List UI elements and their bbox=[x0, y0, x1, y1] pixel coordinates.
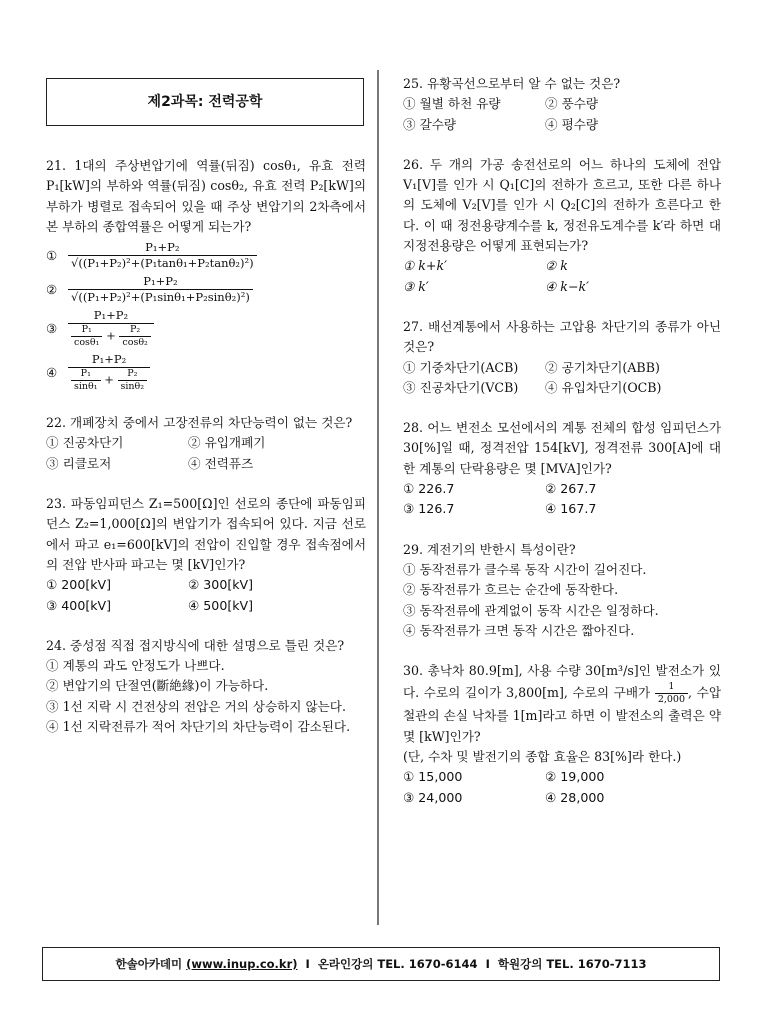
question-26-option-2[interactable]: ② k bbox=[545, 258, 568, 274]
question-27-option-4[interactable]: ④ 유입차단기(OCB) bbox=[545, 379, 662, 395]
question-28-option-2[interactable]: ② 267.7 bbox=[545, 481, 597, 497]
question-29-option-2[interactable]: ② 동작전류가 흐르는 순간에 동작한다. bbox=[403, 582, 619, 598]
sub-denominator: sinθ₁ bbox=[71, 380, 101, 393]
question-27 bbox=[403, 317, 721, 398]
question-22-stem: 22. 개폐장치 중에서 고장전류의 차단능력이 없는 것은? bbox=[46, 415, 353, 431]
fraction-denominator: √((P₁+P₂)²+(P₁tanθ₁+P₂tanθ₂)²) bbox=[68, 255, 257, 271]
question-26-option-4[interactable]: ④ k−k′ bbox=[545, 278, 589, 294]
question-21-option-1[interactable] bbox=[46, 240, 366, 271]
column-divider bbox=[377, 70, 379, 925]
footer-separator: I bbox=[485, 957, 490, 971]
question-25-option-2[interactable]: ② 풍수량 bbox=[545, 96, 599, 112]
fraction-denominator: √((P₁+P₂)²+(P₁sinθ₁+P₂sinθ₂)²) bbox=[68, 289, 253, 305]
footer-academy: 한솔아카데미 bbox=[115, 957, 183, 971]
question-28-stem: 28. 어느 변전소 모선에서의 계통 전체의 합성 임피던스가 30[%]일 때, 정격전압 154[kV], 정격전류 300[A]에 대한 계통의 단락용량은 몇 [MVA]인가? bbox=[403, 420, 721, 476]
question-24-option-4[interactable]: ④ 1선 지락전류가 적어 차단기의 차단능력이 감소된다. bbox=[46, 719, 351, 735]
question-30-stem bbox=[403, 661, 721, 747]
question-30-option-1[interactable]: ① 15,000 bbox=[403, 769, 463, 785]
question-29-option-3[interactable]: ③ 동작전류에 관계없이 동작 시간은 일정하다. bbox=[403, 602, 659, 618]
question-24-option-1[interactable]: ① 계통의 과도 안정도가 나쁘다. bbox=[46, 658, 225, 674]
question-21-option-3[interactable] bbox=[46, 308, 366, 349]
question-30 bbox=[403, 661, 721, 808]
question-25-option-1[interactable]: ① 월별 하천 유량 bbox=[403, 96, 501, 112]
question-24-stem: 24. 중성점 직접 접지방식에 대한 설명으로 틀린 것은? bbox=[46, 637, 345, 653]
footer-separator: I bbox=[305, 957, 310, 971]
question-23-option-1[interactable]: ① 200[kV] bbox=[46, 577, 112, 593]
question-28-option-4[interactable]: ④ 167.7 bbox=[545, 501, 597, 517]
section-title: 제2과목: 전력공학 bbox=[46, 78, 364, 126]
question-24-option-2[interactable]: ② 변압기의 단절연(斷絶緣)이 가능하다. bbox=[46, 678, 269, 694]
question-30-stem-part-b: , 수압 철관의 손실 낙차를 1[m]라고 하면 이 발전소의 출력은 약 몇 [kW]인가? bbox=[403, 685, 721, 744]
question-27-stem: 27. 배선계통에서 사용하는 고압용 차단기의 종류가 아닌 것은? bbox=[403, 318, 721, 355]
question-22-option-4[interactable]: ④ 전력퓨즈 bbox=[188, 455, 254, 471]
sub-denominator: cosθ₁ bbox=[71, 336, 102, 349]
sub-numerator: P₁ bbox=[81, 324, 92, 336]
question-23 bbox=[46, 494, 366, 616]
question-29-option-4[interactable]: ④ 동작전류가 크면 동작 시간은 짧아진다. bbox=[403, 622, 635, 638]
option-mark: ② bbox=[46, 281, 58, 297]
question-29-option-1[interactable]: ① 동작전류가 클수록 동작 시간이 길어진다. bbox=[403, 561, 647, 577]
gradient-numerator: 1 bbox=[668, 681, 675, 693]
sub-numerator: P₂ bbox=[130, 324, 141, 336]
question-29 bbox=[403, 540, 721, 641]
question-25-option-3[interactable]: ③ 갈수량 bbox=[403, 116, 457, 132]
sub-denominator: cosθ₂ bbox=[119, 336, 150, 349]
question-28-option-3[interactable]: ③ 126.7 bbox=[403, 501, 455, 517]
question-23-option-2[interactable]: ② 300[kV] bbox=[188, 577, 254, 593]
question-30-option-4[interactable]: ④ 28,000 bbox=[545, 789, 605, 805]
question-30-note: (단, 수차 및 발전기의 종합 효율은 83[%]라 한다.) bbox=[403, 749, 682, 765]
question-21 bbox=[46, 156, 366, 393]
fraction-numerator: P₁+P₂ bbox=[143, 274, 178, 289]
gradient-fraction bbox=[655, 681, 688, 706]
gradient-denominator: 2,000 bbox=[655, 693, 688, 706]
option-mark: ③ bbox=[46, 320, 58, 336]
question-23-stem: 23. 파동임피던스 Z₁=500[Ω]인 선로의 종단에 파동임피던스 Z₂=1,000[Ω]의 변압기가 접속되어 있다. 지금 선로에서 파고 e₁=600[kV]의 전압이 진입할 경우 접속점에서의 전압 반사파 파고는 몇 [kV]인가? bbox=[46, 496, 366, 572]
question-25-option-4[interactable]: ④ 평수량 bbox=[545, 116, 599, 132]
question-26-stem: 26. 두 개의 가공 송전선로의 어느 하나의 도체에 전압 V₁[V]를 인가 시 Q₁[C]의 전하가 흐르고, 또한 다른 하나의 도체에 V₂[V]를 인가 시 Q₂[C]의 전하가 흐른다고 한다. 이 때 정전용량계수를 k, 정전유도계수를 k′라 하면 대지정전용량은 어떻게 표현되는가? bbox=[403, 156, 721, 254]
sub-denominator: sinθ₂ bbox=[118, 380, 148, 393]
option-mark: ④ bbox=[46, 364, 58, 380]
question-26-option-1[interactable]: ① k+k′ bbox=[403, 258, 447, 274]
sub-numerator: P₂ bbox=[127, 368, 138, 380]
question-25-stem: 25. 유황곡선으로부터 알 수 없는 것은? bbox=[403, 76, 621, 91]
question-27-option-1[interactable]: ① 기중차단기(ACB) bbox=[403, 359, 519, 375]
option-mark: ① bbox=[46, 247, 58, 263]
question-29-stem: 29. 계전기의 반한시 특성이란? bbox=[403, 541, 576, 557]
footer-offline-phone: 학원강의 TEL. 1670-7113 bbox=[497, 957, 647, 971]
question-30-option-2[interactable]: ② 19,000 bbox=[545, 769, 605, 785]
question-22-option-2[interactable]: ② 유입개폐기 bbox=[188, 435, 266, 451]
question-21-option-2[interactable] bbox=[46, 274, 366, 305]
left-column bbox=[46, 74, 366, 757]
question-30-option-3[interactable]: ③ 24,000 bbox=[403, 789, 463, 805]
question-27-option-2[interactable]: ② 공기차단기(ABB) bbox=[545, 359, 660, 375]
plus-sign: + bbox=[106, 328, 116, 343]
question-26 bbox=[403, 155, 721, 297]
question-25 bbox=[403, 74, 721, 135]
question-23-option-3[interactable]: ③ 400[kV] bbox=[46, 597, 112, 613]
question-28-option-1[interactable]: ① 226.7 bbox=[403, 481, 455, 497]
question-26-option-3[interactable]: ③ k′ bbox=[403, 278, 429, 294]
sub-numerator: P₁ bbox=[80, 368, 91, 380]
fraction-numerator: P₁+P₂ bbox=[145, 240, 180, 255]
fraction-numerator: P₁+P₂ bbox=[91, 352, 127, 367]
right-column bbox=[403, 74, 721, 828]
question-24-option-3[interactable]: ③ 1선 지락 시 건전상의 전압은 거의 상승하지 않는다. bbox=[46, 698, 346, 714]
question-21-stem: 21. 1대의 주상변압기에 역률(뒤짐) cosθ₁, 유효 전력 P₁[kW]의 부하와 역률(뒤짐) cosθ₂, 유효 전력 P₂[kW]의 부하가 병렬로 접속되어 있을 때 주상 변압기의 2차측에서 본 부하의 종합역률은 어떻게 되는가? bbox=[46, 158, 366, 234]
footer-url[interactable]: (www.inup.co.kr) bbox=[186, 957, 298, 971]
question-23-option-4[interactable]: ④ 500[kV] bbox=[188, 597, 254, 613]
fraction-numerator: P₁+P₂ bbox=[93, 308, 129, 323]
plus-sign: + bbox=[104, 372, 114, 387]
footer-online-phone: 온라인강의 TEL. 1670-6144 bbox=[317, 957, 478, 971]
question-22-option-1[interactable]: ① 진공차단기 bbox=[46, 435, 124, 451]
question-30-stem-part-a: 30. 총낙차 80.9[m], 사용 수량 30[m³/s]인 발전소가 있다. 수로의 길이가 3,800[m], 수로의 구배가 bbox=[403, 663, 721, 701]
question-27-option-3[interactable]: ③ 진공차단기(VCB) bbox=[403, 379, 519, 395]
question-22 bbox=[46, 413, 366, 474]
footer-bar bbox=[42, 947, 720, 981]
fraction-denominator bbox=[68, 367, 150, 393]
question-28 bbox=[403, 418, 721, 519]
question-24 bbox=[46, 636, 366, 737]
fraction-denominator bbox=[68, 323, 154, 349]
question-22-option-3[interactable]: ③ 리클로저 bbox=[46, 455, 112, 471]
question-21-option-4[interactable] bbox=[46, 352, 366, 393]
